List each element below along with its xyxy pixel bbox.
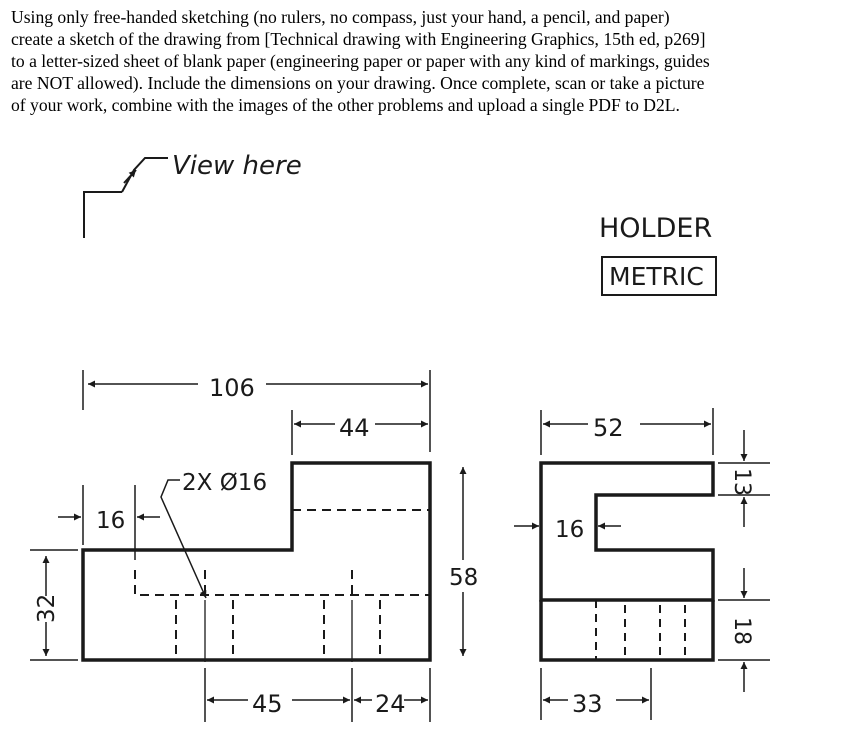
hidden-lines-front [135, 510, 430, 660]
dim-16-side: 16 [555, 517, 585, 543]
instructions-line-3: to a letter-sized sheet of blank paper (engineering paper or paper with any kind of markings, guides [11, 51, 710, 71]
dim-45: 45 [252, 690, 283, 718]
front-dimensions [30, 370, 463, 722]
instructions-line-2: create a sketch of the drawing from [Technical drawing with Engineering Graphics, 15th ed, p269] [11, 29, 706, 49]
instructions-line-5: of your work, combine with the images of the other problems and upload a single PDF to D2L. [11, 95, 680, 115]
dim-33: 33 [572, 690, 603, 718]
part-title: HOLDER [599, 213, 713, 244]
hole-callout: 2X Ø16 [182, 470, 268, 496]
dim-13: 13 [729, 468, 754, 496]
side-view [541, 463, 713, 660]
dim-18: 18 [729, 617, 754, 645]
dim-52: 52 [593, 414, 624, 442]
dim-32: 32 [34, 593, 60, 623]
dim-16-front: 16 [96, 508, 126, 534]
view-here-label: View here [172, 151, 302, 181]
side-dimensions [514, 408, 770, 720]
instructions-line-1: Using only free-handed sketching (no rulers, no compass, just your hand, a pencil, and paper) [11, 7, 670, 27]
dim-24: 24 [375, 690, 406, 718]
dim-58: 58 [449, 565, 479, 591]
view-direction-indicator [84, 158, 168, 238]
metric-label: METRIC [609, 262, 704, 291]
dim-106: 106 [209, 374, 255, 402]
instructions-line-4: are NOT allowed). Include the dimensions on your drawing. Once complete, scan or take a picture [11, 73, 705, 93]
dim-44: 44 [339, 414, 370, 442]
